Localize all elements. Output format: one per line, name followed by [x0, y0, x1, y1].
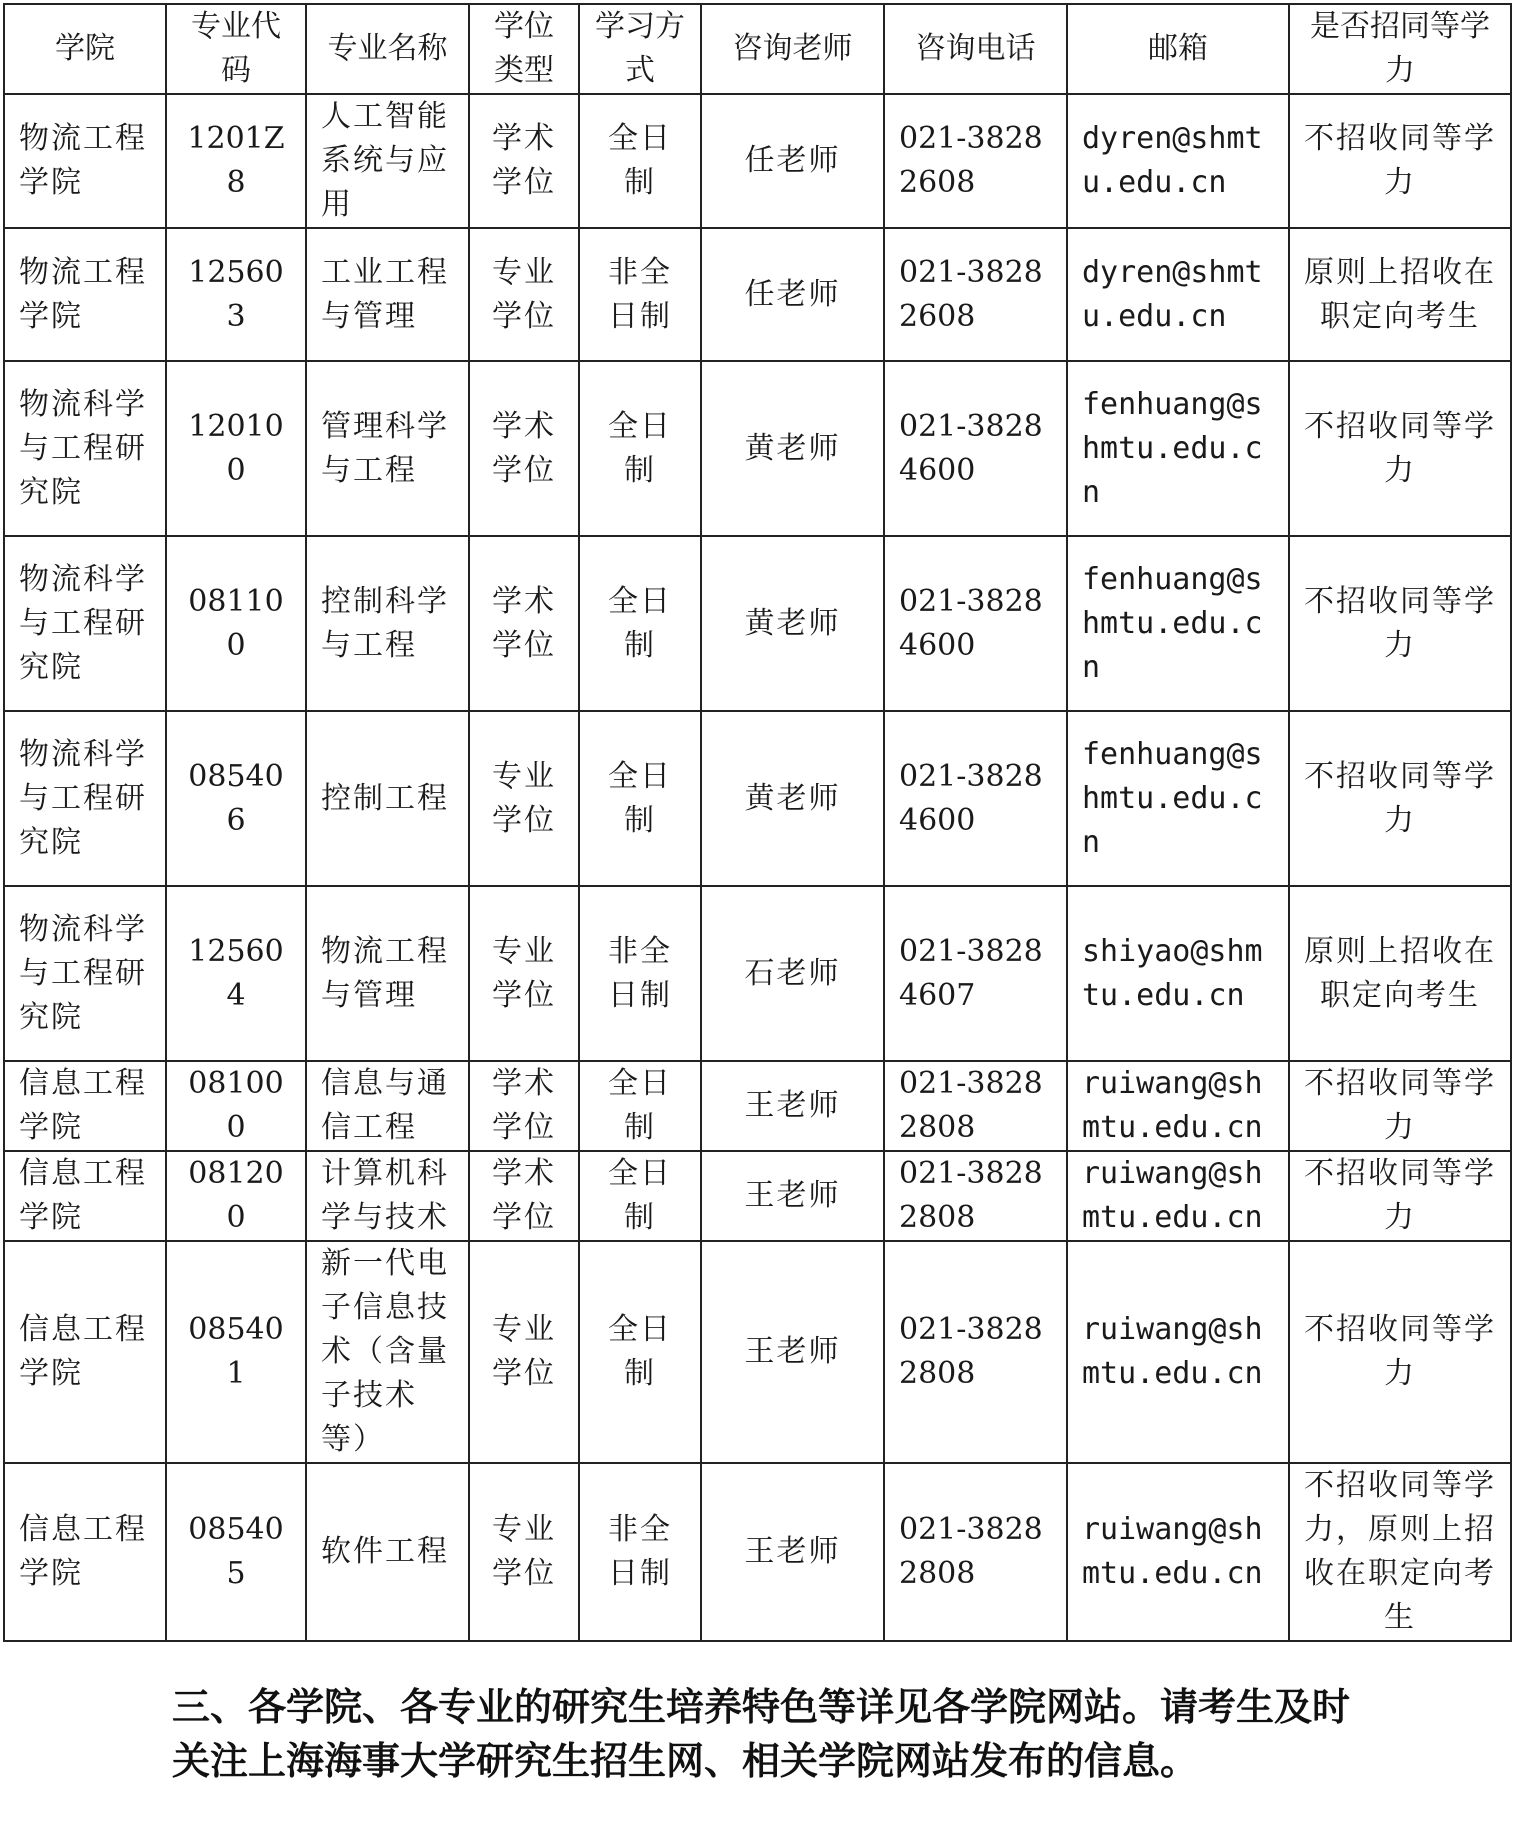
cell-degree: 学术学位: [469, 94, 579, 228]
cell-degree: 专业学位: [469, 228, 579, 361]
cell-email: ruiwang@shmtu.edu.cn: [1067, 1151, 1289, 1241]
cell-code: 125604: [166, 886, 306, 1061]
cell-college: 信息工程学院: [4, 1061, 166, 1151]
cell-teacher: 王老师: [701, 1151, 884, 1241]
cell-code: 1201Z8: [166, 94, 306, 228]
cell-teacher: 石老师: [701, 886, 884, 1061]
cell-college: 信息工程学院: [4, 1151, 166, 1241]
cell-equiv: 不招收同等学力: [1289, 536, 1511, 711]
header-equiv: 是否招同等学力: [1289, 4, 1511, 94]
cell-mode: 全日制: [579, 361, 701, 536]
cell-phone: 021-38282808: [884, 1241, 1067, 1463]
cell-email: fenhuang@shmtu.edu.cn: [1067, 536, 1289, 711]
cell-degree: 学术学位: [469, 361, 579, 536]
cell-degree: 学术学位: [469, 1061, 579, 1151]
table-row: [4, 1241, 1511, 1463]
cell-major: 计算机科学与技术: [306, 1151, 469, 1241]
cell-major: 软件工程: [306, 1463, 469, 1641]
cell-mode: 全日制: [579, 1151, 701, 1241]
cell-college: 物流科学与工程研究院: [4, 361, 166, 536]
cell-major: 人工智能系统与应用: [306, 94, 469, 228]
cell-email: fenhuang@shmtu.edu.cn: [1067, 361, 1289, 536]
cell-teacher: 王老师: [701, 1061, 884, 1151]
cell-degree: 专业学位: [469, 711, 579, 886]
cell-email: dyren@shmtu.edu.cn: [1067, 228, 1289, 361]
cell-email: shiyao@shmtu.edu.cn: [1067, 886, 1289, 1061]
table-row: [4, 94, 1511, 228]
footer-note: 三、各学院、各专业的研究生培养特色等详见各学院网站。请考生及时关注上海海事大学研究生招生网、相关学院网站发布的信息。: [172, 1685, 1351, 1783]
cell-code: 085406: [166, 711, 306, 886]
cell-mode: 全日制: [579, 1241, 701, 1463]
cell-equiv: 不招收同等学力: [1289, 711, 1511, 886]
cell-equiv: 不招收同等学力: [1289, 1061, 1511, 1151]
cell-teacher: 任老师: [701, 228, 884, 361]
cell-major: 控制工程: [306, 711, 469, 886]
cell-teacher: 任老师: [701, 94, 884, 228]
cell-major: 工业工程与管理: [306, 228, 469, 361]
cell-degree: 专业学位: [469, 1463, 579, 1641]
cell-code: 081100: [166, 536, 306, 711]
cell-email: ruiwang@shmtu.edu.cn: [1067, 1061, 1289, 1151]
cell-email: ruiwang@shmtu.edu.cn: [1067, 1463, 1289, 1641]
header-email: 邮箱: [1067, 4, 1289, 94]
cell-teacher: 王老师: [701, 1241, 884, 1463]
table-row: [4, 228, 1511, 361]
cell-email: ruiwang@shmtu.edu.cn: [1067, 1241, 1289, 1463]
cell-equiv: 不招收同等学力: [1289, 1151, 1511, 1241]
cell-college: 物流科学与工程研究院: [4, 536, 166, 711]
cell-college: 信息工程学院: [4, 1463, 166, 1641]
cell-phone: 021-38282608: [884, 228, 1067, 361]
cell-major: 管理科学与工程: [306, 361, 469, 536]
cell-teacher: 黄老师: [701, 536, 884, 711]
table-row: [4, 711, 1511, 886]
cell-phone: 021-38284600: [884, 711, 1067, 886]
header-major: 专业名称: [306, 4, 469, 94]
header-code: 专业代码: [166, 4, 306, 94]
cell-college: 物流工程学院: [4, 228, 166, 361]
cell-teacher: 王老师: [701, 1463, 884, 1641]
cell-code: 125603: [166, 228, 306, 361]
table-row: [4, 1151, 1511, 1241]
cell-email: fenhuang@shmtu.edu.cn: [1067, 711, 1289, 886]
cell-phone: 021-38282808: [884, 1151, 1067, 1241]
cell-major: 控制科学与工程: [306, 536, 469, 711]
cell-phone: 021-38282808: [884, 1463, 1067, 1641]
cell-mode: 非全日制: [579, 1463, 701, 1641]
cell-college: 物流科学与工程研究院: [4, 711, 166, 886]
cell-mode: 全日制: [579, 536, 701, 711]
cell-college: 物流工程学院: [4, 94, 166, 228]
header-teacher: 咨询老师: [701, 4, 884, 94]
cell-phone: 021-38282808: [884, 1061, 1067, 1151]
cell-degree: 专业学位: [469, 1241, 579, 1463]
cell-code: 120100: [166, 361, 306, 536]
header-mode: 学习方式: [579, 4, 701, 94]
cell-code: 081000: [166, 1061, 306, 1151]
table-row: [4, 536, 1511, 711]
cell-equiv: 原则上招收在职定向考生: [1289, 228, 1511, 361]
cell-degree: 学术学位: [469, 1151, 579, 1241]
header-degree: 学位类型: [469, 4, 579, 94]
cell-major: 物流工程与管理: [306, 886, 469, 1061]
cell-phone: 021-38284600: [884, 361, 1067, 536]
cell-degree: 专业学位: [469, 886, 579, 1061]
cell-code: 085401: [166, 1241, 306, 1463]
table-row: [4, 361, 1511, 536]
table-header-row: [4, 4, 1511, 94]
cell-college: 物流科学与工程研究院: [4, 886, 166, 1061]
cell-email: dyren@shmtu.edu.cn: [1067, 94, 1289, 228]
cell-equiv: 原则上招收在职定向考生: [1289, 886, 1511, 1061]
cell-mode: 全日制: [579, 94, 701, 228]
cell-equiv: 不招收同等学力，原则上招收在职定向考生: [1289, 1463, 1511, 1641]
header-college: 学院: [4, 4, 166, 94]
cell-mode: 非全日制: [579, 228, 701, 361]
cell-phone: 021-38284607: [884, 886, 1067, 1061]
cell-degree: 学术学位: [469, 536, 579, 711]
cell-teacher: 黄老师: [701, 711, 884, 886]
cell-major: 信息与通信工程: [306, 1061, 469, 1151]
cell-mode: 全日制: [579, 1061, 701, 1151]
cell-major: 新一代电子信息技术（含量子技术等）: [306, 1241, 469, 1463]
cell-code: 085405: [166, 1463, 306, 1641]
header-phone: 咨询电话: [884, 4, 1067, 94]
cell-college: 信息工程学院: [4, 1241, 166, 1463]
cell-mode: 全日制: [579, 711, 701, 886]
cell-teacher: 黄老师: [701, 361, 884, 536]
cell-mode: 非全日制: [579, 886, 701, 1061]
table-row: [4, 1463, 1511, 1641]
table-row: [4, 1061, 1511, 1151]
cell-phone: 021-38284600: [884, 536, 1067, 711]
cell-equiv: 不招收同等学力: [1289, 94, 1511, 228]
table-row: [4, 886, 1511, 1061]
cell-equiv: 不招收同等学力: [1289, 361, 1511, 536]
cell-code: 081200: [166, 1151, 306, 1241]
cell-equiv: 不招收同等学力: [1289, 1241, 1511, 1463]
cell-phone: 021-38282608: [884, 94, 1067, 228]
admission-table: [3, 3, 1512, 1642]
